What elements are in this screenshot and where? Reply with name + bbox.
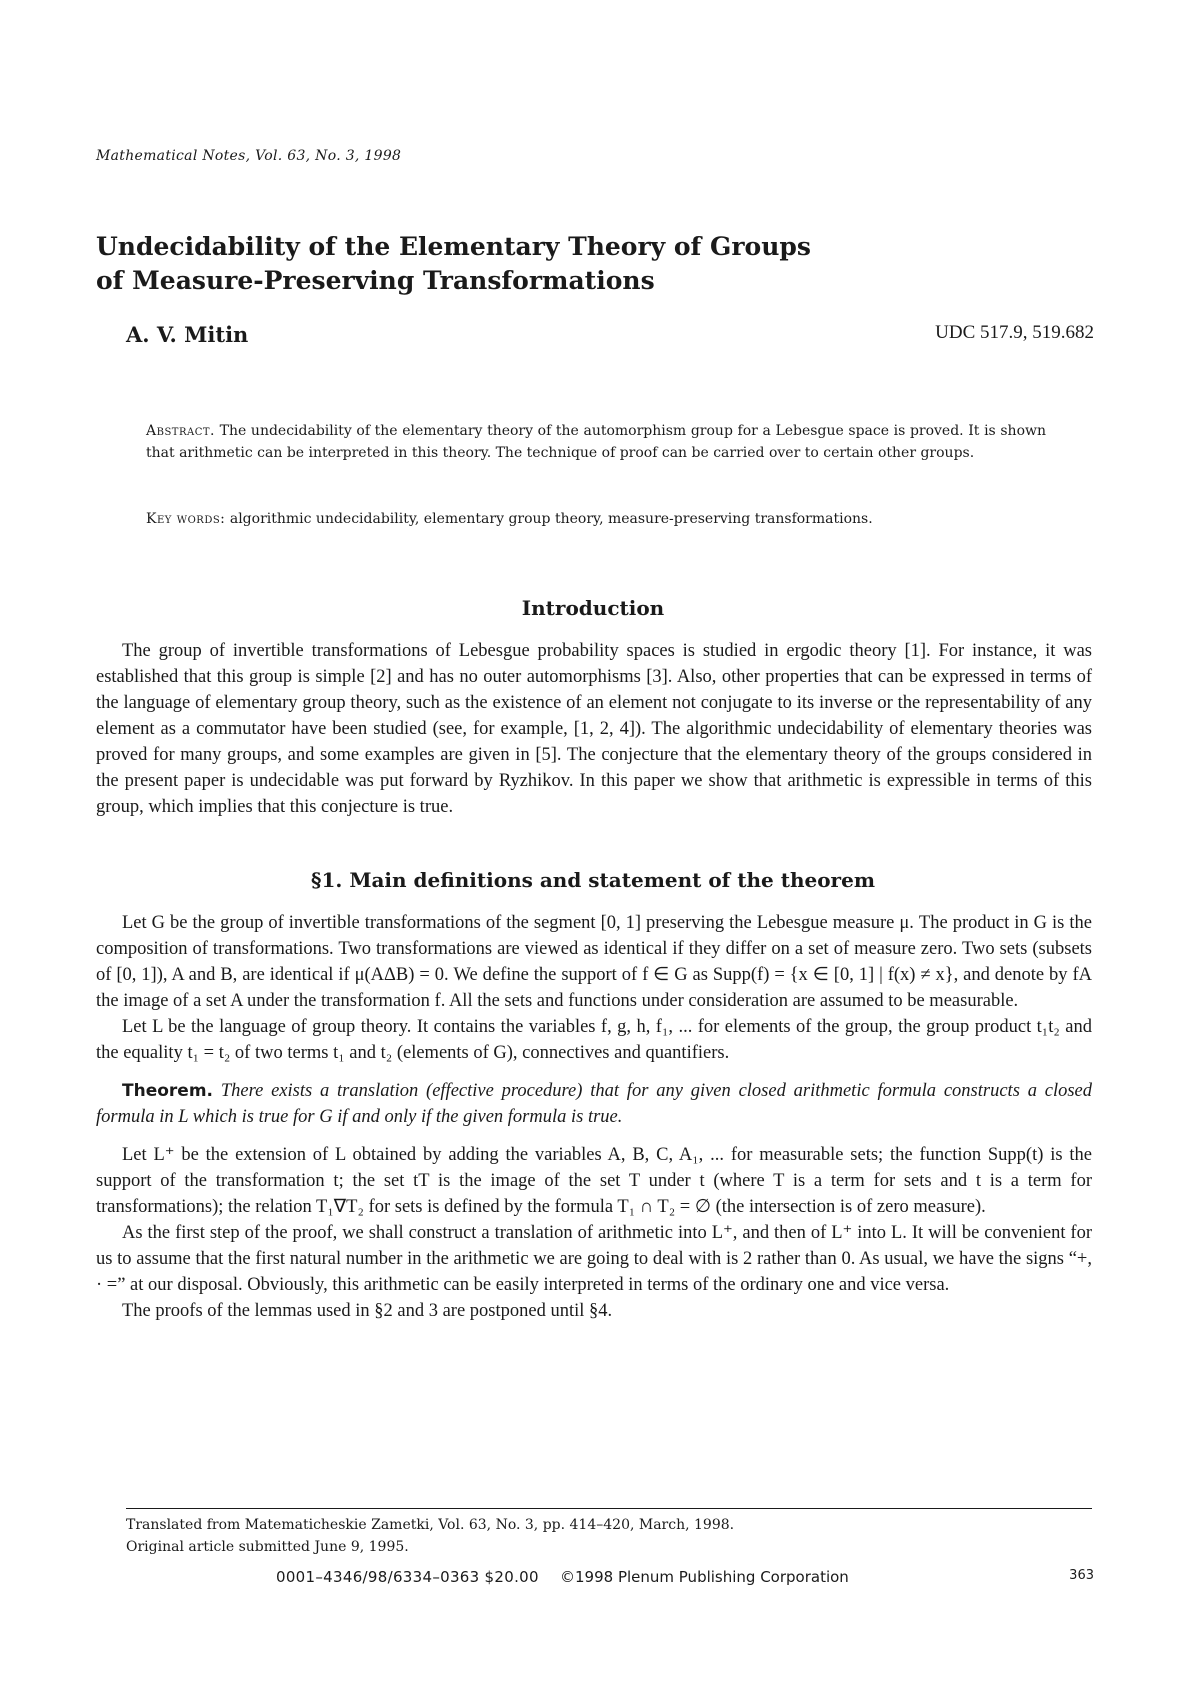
keywords [146, 508, 1046, 530]
intro-heading: Introduction [521, 596, 665, 620]
section-1-paragraph-5: The proofs of the lemmas used in §2 and 3 are postponed until §4. [122, 1301, 613, 1321]
author-name: A. V. Mitin [126, 322, 249, 347]
abstract-text: The undecidability of the elementary theory of the automorphism group for a Lebesgue space is proved. It is shown that arithmetic can be interpreted in this theory. The technique of proof can be carried over to certain other groups. [146, 423, 1046, 461]
section-1-heading: §1. Main definitions and statement of the theorem [311, 868, 875, 892]
footnote-submission: Original article submitted June 9, 1995. [126, 1539, 409, 1555]
section-1-paragraph-3: Let L⁺ be the extension of L obtained by adding the variables A, B, C, A₁, ... for measurable sets; the function Supp(t) is the support of the transformation t; the set tT is the image of the set T under t (where T is a term for sets and t is a term for transformations); the relation T₁∇T₂ for sets is defined by the formula T₁ ∩ T₂ = ∅ (the intersection is of zero measure). [96, 1145, 1092, 1217]
issn-code: 0001–4346/98/6334–0363 $20.00 [276, 1568, 539, 1586]
title-line-2: of Measure-Preserving Transformations [96, 266, 655, 295]
intro-section [96, 638, 1092, 820]
journal-reference: Mathematical Notes, Vol. 63, No. 3, 1998 [96, 148, 402, 164]
abstract [146, 420, 1046, 464]
section-1 [96, 910, 1092, 1324]
page-number: 363 [1069, 1568, 1094, 1583]
section-1-paragraph-1: Let G be the group of invertible transformations of the segment [0, 1] preserving the Lebesgue measure μ. The product in G is the composition of transformations. Two transformations are viewed as identical if they differ on a set of measure zero. Two sets (subsets of [0, 1]), A and B, are identical if μ(AΔB) = 0. We define the support of f ∈ G as Supp(f) = {x ∈ [0, 1] | f(x) ≠ x}, and denote by fA the image of a set A under the transformation f. All the sets and functions under consideration are assumed to be measurable. [96, 913, 1092, 1011]
udc-code: UDC 517.9, 519.682 [935, 322, 1094, 343]
intro-paragraph: The group of invertible transformations of Lebesgue probability spaces is studied in ergodic theory [1]. For instance, it was established that this group is simple [2] and has no outer automorphisms [3]. Also, other properties that can be expressed in terms of the language of elementary group theory, such as the existence of an element not conjugate to its inverse or the representability of any element as a commutator have been studied (see, for example, [1, 2, 4]). The algorithmic undecidability of elementary theories was proved for many groups, and some examples are given in [5]. The conjecture that the elementary theory of the groups considered in the present paper is undecidable was put forward by Ryzhikov. In this paper we show that arithmetic is expressible in terms of this group, which implies that this conjecture is true. [96, 641, 1092, 817]
footnote-translation: Translated from Matematicheskie Zametki, Vol. 63, No. 3, pp. 414–420, March, 1998. [126, 1517, 735, 1533]
footnote-divider [126, 1508, 1092, 1509]
copyright-notice: ©1998 Plenum Publishing Corporation [560, 1568, 849, 1586]
paper-title [96, 230, 996, 298]
theorem-label: Theorem. [122, 1081, 213, 1101]
title-line-1: Undecidability of the Elementary Theory of Groups [96, 232, 811, 261]
theorem-text: There exists a translation (effective procedure) that for any given closed arithmetic formula constructs a closed formula in L which is true for G if and only if the given formula is true. [96, 1081, 1093, 1127]
footnote [126, 1514, 734, 1558]
keywords-label: Key words: [146, 511, 226, 527]
theorem [96, 1078, 1092, 1130]
keywords-text: algorithmic undecidability, elementary group theory, measure-preserving transformations. [229, 511, 873, 527]
section-1-paragraph-4: As the first step of the proof, we shall construct a translation of arithmetic into L⁺, and then of L⁺ into L. It will be convenient for us to assume that the first natural number in the arithmetic we are going to deal with is 2 rather than 0. As usual, we have the signs “+, · =” at our disposal. Obviously, this arithmetic can be easily interpreted in terms of the ordinary one and vice versa. [96, 1223, 1092, 1295]
section-1-paragraph-2: Let L be the language of group theory. It contains the variables f, g, h, f₁, ... for elements of the group, the group product t₁t₂ and the equality t₁ = t₂ of two terms t₁ and t₂ (elements of G), connectives and quantifiers. [96, 1017, 1092, 1063]
abstract-label: Abstract. [146, 423, 216, 439]
